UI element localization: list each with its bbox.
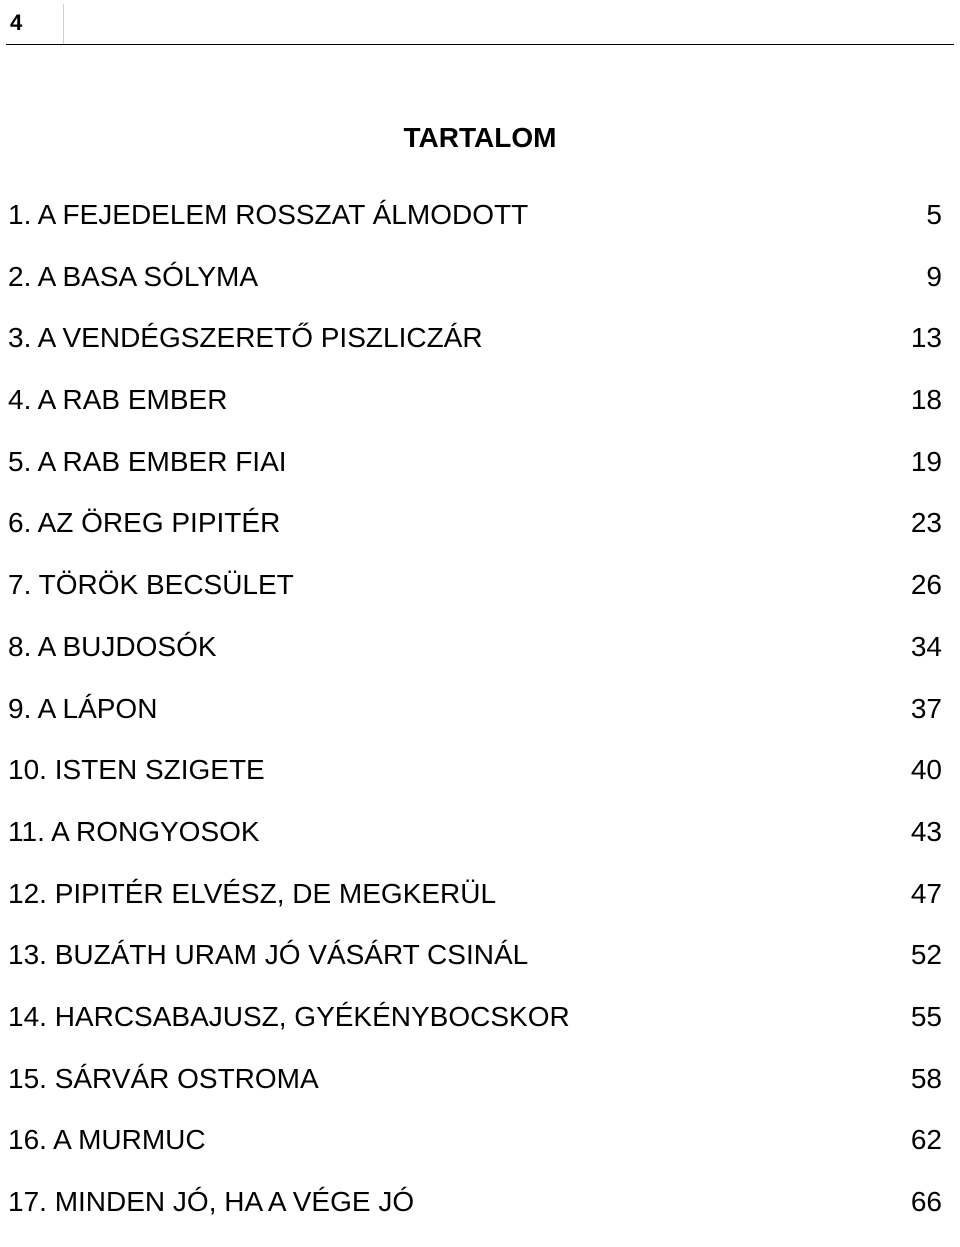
toc-entry-title: 4. A RAB EMBER bbox=[8, 384, 228, 416]
toc-entry[interactable] bbox=[8, 568, 942, 630]
toc-entry[interactable] bbox=[8, 938, 942, 1000]
toc-entry-page-number: 37 bbox=[910, 692, 942, 724]
toc-entry-page-number: 18 bbox=[910, 384, 942, 416]
toc-entry-title: 3. A VENDÉGSZERETŐ PISZLICZÁR bbox=[8, 322, 483, 354]
toc-entry-title: 10. ISTEN SZIGETE bbox=[8, 754, 265, 786]
toc-entry-page-number: 62 bbox=[910, 1124, 942, 1156]
toc-entry-title: 6. AZ ÖREG PIPITÉR bbox=[8, 507, 281, 539]
header-divider bbox=[63, 4, 64, 44]
toc-entry[interactable] bbox=[8, 1185, 942, 1247]
toc-entry[interactable] bbox=[8, 753, 942, 815]
toc-entry-page-number: 26 bbox=[910, 569, 942, 601]
toc-entry-title: 16. A MURMUC bbox=[8, 1124, 206, 1156]
toc-entry[interactable] bbox=[8, 1000, 942, 1062]
toc-entry-title: 15. SÁRVÁR OSTROMA bbox=[8, 1062, 319, 1094]
toc-entry-title: 12. PIPITÉR ELVÉSZ, DE MEGKERÜL bbox=[8, 877, 497, 909]
table-of-contents bbox=[8, 198, 942, 1247]
toc-entry-title: 2. A BASA SÓLYMA bbox=[8, 260, 259, 292]
toc-entry-page-number: 66 bbox=[910, 1186, 942, 1217]
toc-entry-page-number: 52 bbox=[910, 939, 942, 971]
page-header bbox=[6, 0, 954, 45]
toc-entry[interactable] bbox=[8, 630, 942, 692]
toc-entry-title: 8. A BUJDOSÓK bbox=[8, 630, 217, 662]
toc-entry-page-number: 47 bbox=[910, 877, 942, 909]
toc-entry-title: 11. A RONGYOSOK bbox=[8, 815, 260, 847]
toc-entry[interactable] bbox=[8, 506, 942, 568]
toc-entry[interactable] bbox=[8, 815, 942, 877]
toc-title: TARTALOM bbox=[403, 122, 557, 153]
toc-entry[interactable] bbox=[8, 692, 942, 754]
toc-entry-title: 5. A RAB EMBER FIAI bbox=[8, 445, 287, 477]
toc-entry-page-number: 23 bbox=[910, 507, 942, 539]
toc-entry-title: 7. TÖRÖK BECSÜLET bbox=[8, 569, 294, 601]
toc-entry-page-number: 5 bbox=[926, 199, 942, 230]
toc-entry-page-number: 43 bbox=[910, 815, 942, 847]
toc-entry-page-number: 34 bbox=[910, 630, 942, 662]
toc-entry-title: 9. A LÁPON bbox=[8, 692, 158, 724]
toc-entry-page-number: 9 bbox=[926, 260, 942, 292]
toc-entry[interactable] bbox=[8, 445, 942, 507]
toc-entry-page-number: 13 bbox=[910, 322, 942, 354]
toc-entry-page-number: 55 bbox=[910, 1000, 942, 1032]
toc-entry-title: 17. MINDEN JÓ, HA A VÉGE JÓ bbox=[8, 1186, 415, 1217]
toc-entry[interactable] bbox=[8, 1062, 942, 1124]
toc-entry-page-number: 58 bbox=[910, 1062, 942, 1094]
toc-entry-title: 1. A FEJEDELEM ROSSZAT ÁLMODOTT bbox=[8, 199, 529, 230]
toc-entry-page-number: 40 bbox=[910, 754, 942, 786]
toc-entry[interactable] bbox=[8, 321, 942, 383]
toc-entry-title: 13. BUZÁTH URAM JÓ VÁSÁRT CSINÁL bbox=[8, 939, 529, 971]
toc-entry-title: 14. HARCSABAJUSZ, GYÉKÉNYBOCSKOR bbox=[8, 1000, 570, 1032]
toc-entry[interactable] bbox=[8, 877, 942, 939]
toc-entry[interactable] bbox=[8, 1123, 942, 1185]
toc-entry-page-number: 19 bbox=[910, 445, 942, 477]
page-number: 4 bbox=[10, 10, 23, 35]
toc-entry[interactable] bbox=[8, 383, 942, 445]
toc-entry[interactable] bbox=[8, 198, 942, 260]
toc-entry[interactable] bbox=[8, 260, 942, 322]
